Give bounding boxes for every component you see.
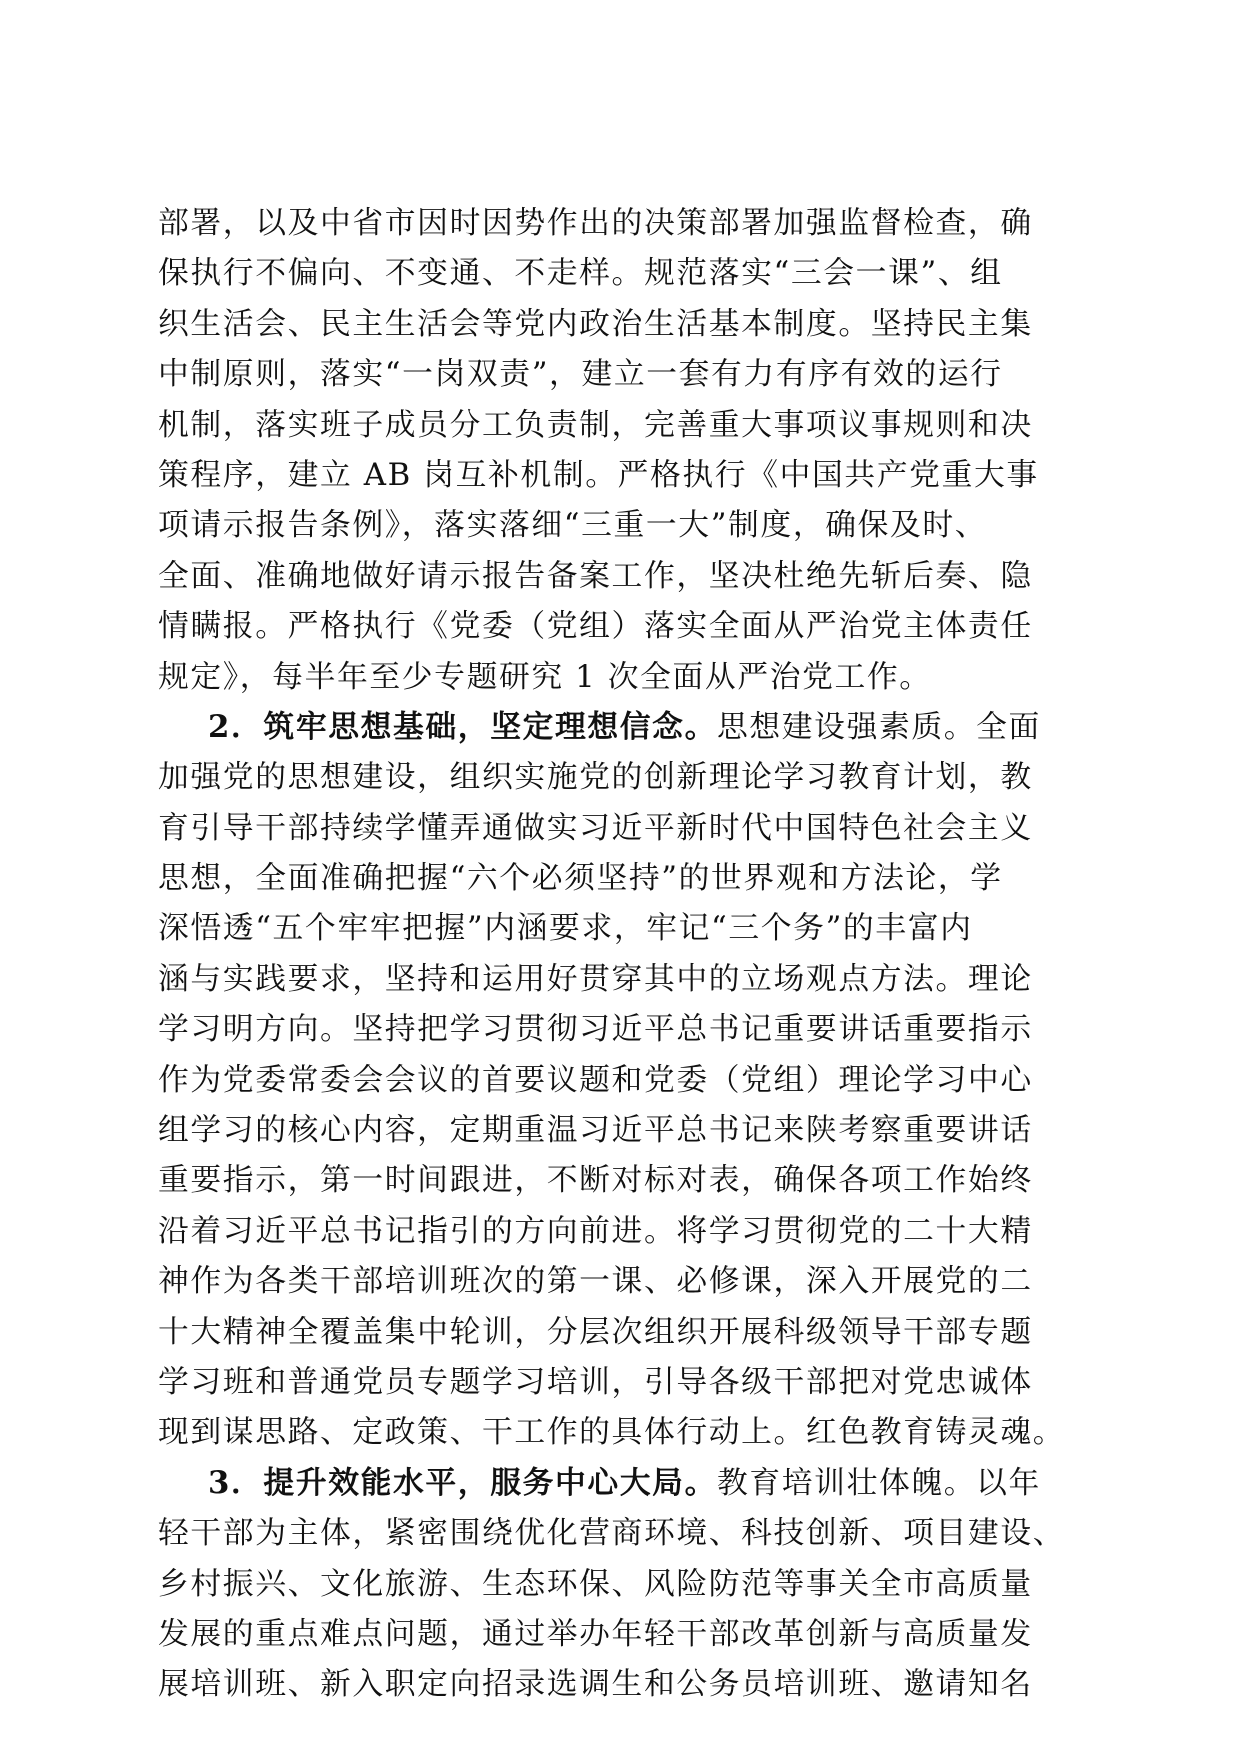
text-line: 织生活会、民主生活会等党内政治生活基本制度。坚持民主集 [158,305,1033,342]
text-line: 现到谋思路、定政策、干工作的具体行动上。红色教育铸灵魂。 [158,1414,1066,1451]
text-line: 思想，全面准确把握“六个必须坚持”的世界观和方法论，学 [158,860,1003,897]
text-line: 重要指示，第一时间跟进，不断对标对表，确保各项工作始终 [158,1162,1033,1199]
text-line: 育引导干部持续学懂弄通做实习近平新时代中国特色社会主义 [158,809,1033,846]
text-line: 学习班和普通党员专题学习培训，引导各级干部把对党忠诚体 [158,1363,1033,1400]
text-line: 策程序，建立 AB 岗互补机制。严格执行《中国共产党重大事 [158,456,1039,493]
section-heading-3: 3．提升效能水平，服务中心大局。 [208,1464,717,1501]
text-line: 神作为各类干部培训班次的第一课、必修课，深入开展党的二 [158,1263,1033,1300]
text-line: 作为党委常委会会议的首要议题和党委（党组）理论学习中心 [158,1061,1033,1098]
text-line: 教育培训壮体魄。以年 [716,1464,1041,1501]
text-line: 轻干部为主体，紧密围绕优化营商环境、科技创新、项目建设、 [158,1515,1066,1552]
body-text [158,198,1082,1710]
text-line: 中制原则，落实“一岗双责”，建立一套有力有序有效的运行 [158,356,1003,393]
text-line: 加强党的思想建设，组织实施党的创新理论学习教育计划，教 [158,759,1033,796]
text-line: 发展的重点难点问题，通过举办年轻干部改革创新与高质量发 [158,1615,1033,1652]
text-line: 保执行不偏向、不变通、不走样。规范落实“三会一课”、组 [158,255,1003,292]
text-line: 涵与实践要求，坚持和运用好贯穿其中的立场观点方法。理论 [158,960,1033,997]
text-line: 情瞒报。严格执行《党委（党组）落实全面从严治党主体责任 [158,608,1033,645]
text-line: 组学习的核心内容，定期重温习近平总书记来陕考察重要讲话 [158,1112,1033,1149]
text-line: 沿着习近平总书记指引的方向前进。将学习贯彻党的二十大精 [158,1212,1033,1249]
text-line: 展培训班、新入职定向招录选调生和公务员培训班、邀请知名 [158,1666,1033,1703]
text-line: 学习明方向。坚持把学习贯彻习近平总书记重要讲话重要指示 [158,1011,1033,1048]
section-heading-line [158,702,1082,752]
text-line: 规定》，每半年至少专题研究 1 次全面从严治党工作。 [158,658,932,695]
text-line: 深悟透“五个牢牢把握”内涵要求，牢记“三个务”的丰富内 [158,910,973,947]
text-line: 全面、准确地做好请示报告备案工作，坚决杜绝先斩后奏、隐 [158,557,1033,594]
text-line: 机制，落实班子成员分工负责制，完善重大事项议事规则和决 [158,406,1033,443]
text-line: 思想建设强素质。全面 [716,708,1041,745]
section-heading-2: 2．筑牢思想基础，坚定理想信念。 [208,708,717,745]
text-line: 十大精神全覆盖集中轮训，分层次组织开展科级领导干部专题 [158,1313,1033,1350]
text-line: 乡村振兴、文化旅游、生态环保、风险防范等事关全市高质量 [158,1565,1033,1602]
text-line: 部署，以及中省市因时因势作出的决策部署加强监督检查，确 [158,205,1033,241]
text-line: 项请示报告条例》，落实落细“三重一大”制度，确保及时、 [158,507,988,544]
section-heading-line [158,1458,1082,1508]
